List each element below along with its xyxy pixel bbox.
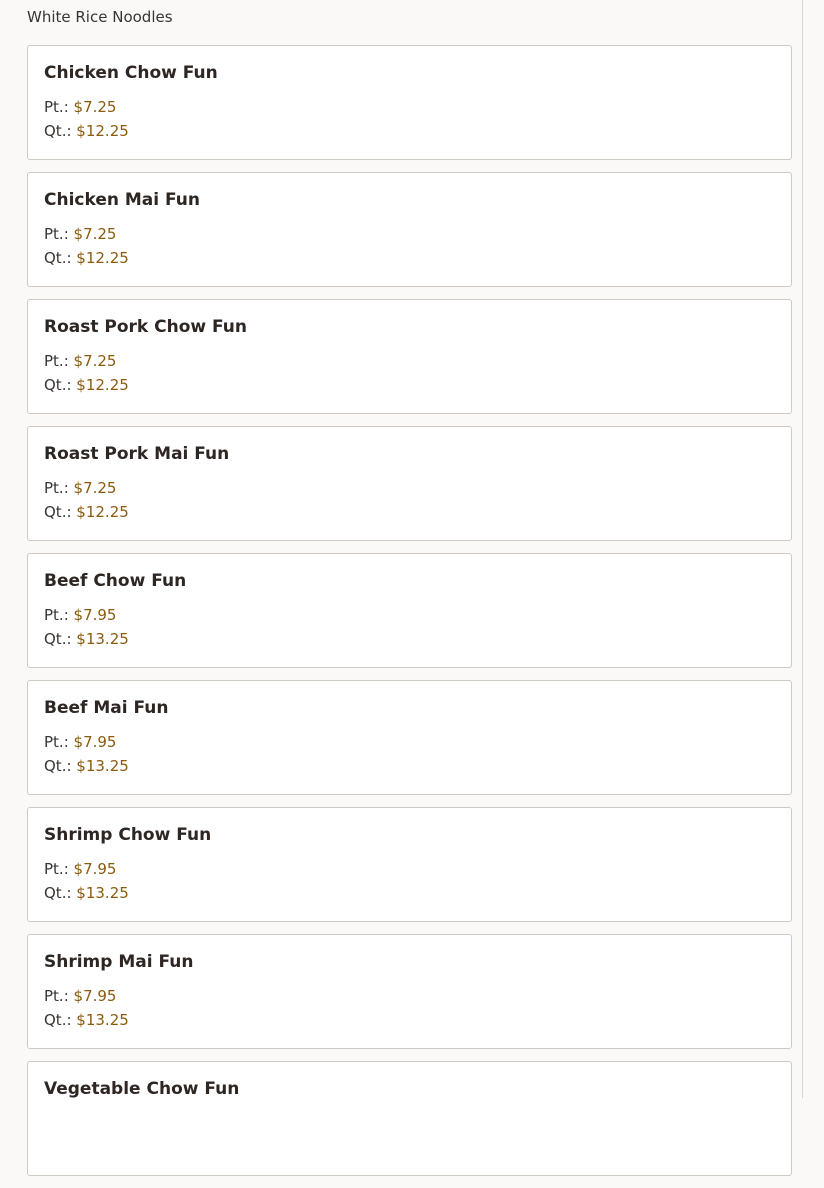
menu-item-name: Roast Pork Mai Fun (44, 444, 230, 464)
quart-price: $12.25 (76, 376, 129, 394)
menu-item-card[interactable] (27, 807, 792, 922)
quart-price-row (44, 373, 775, 397)
quart-price-row (44, 119, 775, 143)
menu-item-name: Beef Mai Fun (44, 698, 169, 718)
pint-price: $7.95 (73, 733, 117, 751)
quart-price-row (44, 881, 775, 905)
pint-price-row (44, 730, 775, 754)
pint-label: Pt.: (44, 225, 69, 243)
pint-label: Pt.: (44, 860, 69, 878)
pint-price: $7.25 (73, 225, 117, 243)
quart-label: Qt.: (44, 884, 72, 902)
pint-label: Pt.: (44, 98, 69, 116)
menu-item-card[interactable] (27, 680, 792, 795)
pint-price-row (44, 476, 775, 500)
pint-price: $7.25 (73, 479, 117, 497)
menu-item-card[interactable] (27, 45, 792, 160)
section-label: White Rice Noodles (27, 8, 173, 26)
menu-item-name: Chicken Chow Fun (44, 63, 218, 83)
menu-item-name: Beef Chow Fun (44, 571, 187, 591)
quart-label: Qt.: (44, 630, 72, 648)
quart-label: Qt.: (44, 249, 72, 267)
menu-item-name: Shrimp Mai Fun (44, 952, 194, 972)
pint-price-row (44, 857, 775, 881)
quart-price-row (44, 754, 775, 778)
quart-price: $13.25 (76, 757, 129, 775)
pint-price-row (44, 984, 775, 1008)
quart-price: $13.25 (76, 630, 129, 648)
pint-price: $7.25 (73, 352, 117, 370)
quart-label: Qt.: (44, 1011, 72, 1029)
quart-price: $13.25 (76, 1011, 129, 1029)
menu-item-card[interactable] (27, 934, 792, 1049)
menu-item-card[interactable] (27, 1061, 792, 1176)
pint-label: Pt.: (44, 479, 69, 497)
quart-price-row (44, 500, 775, 524)
pint-price: $7.95 (73, 606, 117, 624)
menu-item-name: Shrimp Chow Fun (44, 825, 212, 845)
pint-price: $7.95 (73, 987, 117, 1005)
menu-item-card[interactable] (27, 553, 792, 668)
pint-price-row (44, 95, 775, 119)
pint-label: Pt.: (44, 987, 69, 1005)
pint-price: $7.25 (73, 98, 117, 116)
quart-label: Qt.: (44, 376, 72, 394)
quart-price-row (44, 246, 775, 270)
menu-item-card[interactable] (27, 426, 792, 541)
quart-price: $12.25 (76, 503, 129, 521)
menu-item-name: Roast Pork Chow Fun (44, 317, 248, 337)
quart-price: $12.25 (76, 122, 129, 140)
quart-label: Qt.: (44, 503, 72, 521)
menu-item-card[interactable] (27, 299, 792, 414)
pint-price-row (44, 349, 775, 373)
quart-price-row (44, 627, 775, 651)
quart-price: $12.25 (76, 249, 129, 267)
menu-item-name: Chicken Mai Fun (44, 190, 200, 210)
pint-label: Pt.: (44, 733, 69, 751)
quart-label: Qt.: (44, 122, 72, 140)
pint-price-row (44, 222, 775, 246)
pint-label: Pt.: (44, 352, 69, 370)
pint-label: Pt.: (44, 606, 69, 624)
menu-item-list (27, 45, 792, 1188)
quart-price-row (44, 1008, 775, 1032)
quart-price: $13.25 (76, 884, 129, 902)
menu-item-name: Vegetable Chow Fun (44, 1079, 240, 1099)
pint-price: $7.95 (73, 860, 117, 878)
pint-price-row (44, 603, 775, 627)
menu-item-card[interactable] (27, 172, 792, 287)
quart-label: Qt.: (44, 757, 72, 775)
